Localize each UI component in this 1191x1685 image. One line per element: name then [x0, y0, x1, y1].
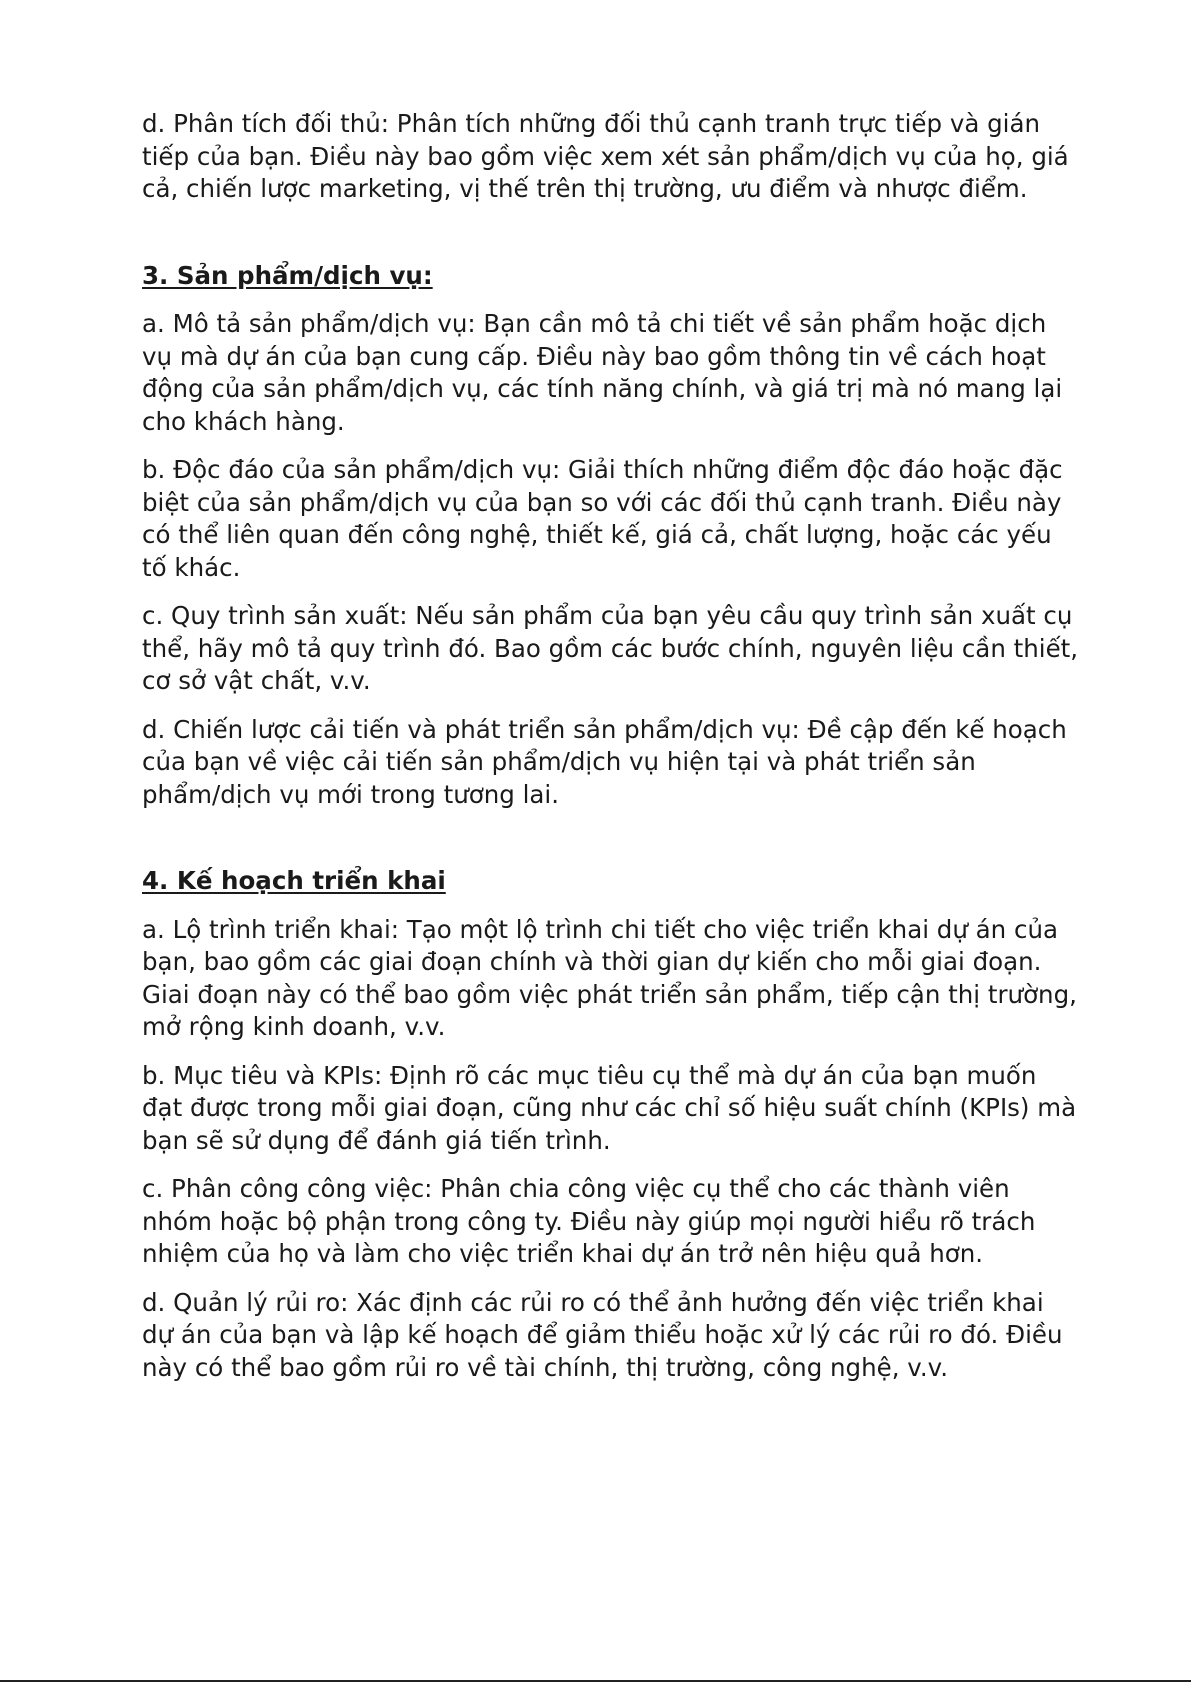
section-3-heading: 3. Sản phẩm/dịch vụ:: [142, 260, 433, 290]
section-3-paragraph-a: a. Mô tả sản phẩm/dịch vụ: Bạn cần mô tả chi tiết về sản phẩm hoặc dịch vụ mà dự án của bạn cung cấp. Điều này bao gồm thông tin về cách hoạt động của sản phẩm/dịch vụ, các tính năng chính, và giá trị mà nó mang lại cho khách hàng.: [142, 309, 1063, 436]
section-3-paragraph-c: c. Quy trình sản xuất: Nếu sản phẩm của bạn yêu cầu quy trình sản xuất cụ thể, hãy mô tả quy trình đó. Bao gồm các bước chính, nguyên liệu cần thiết, cơ sở vật chất, v.v.: [142, 601, 1079, 695]
document-body: [142, 108, 1082, 1400]
section-4-paragraph-d: d. Quản lý rủi ro: Xác định các rủi ro có thể ảnh hưởng đến việc triển khai dự án của bạn và lập kế hoạch để giảm thiểu hoặc xử lý các rủi ro đó. Điều này có thể bao gồm rủi ro về tài chính, thị trường, công nghệ, v.v.: [142, 1287, 1063, 1382]
section-4-paragraph-a: a. Lộ trình triển khai: Tạo một lộ trình chi tiết cho việc triển khai dự án của bạn, bao gồm các giai đoạn chính và thời gian dự kiến cho mỗi giai đoạn. Giai đoạn này có thể bao gồm việc phát triển sản phẩm, tiếp cận thị trường, mở rộng kinh doanh, v.v.: [142, 914, 1077, 1041]
competitor-analysis-paragraph: d. Phân tích đối thủ: Phân tích những đối thủ cạnh tranh trực tiếp và gián tiếp của bạn. Điều này bao gồm việc xem xét sản phẩm/dịch vụ của họ, giá cả, chiến lược marketing, vị thế trên thị trường, ưu điểm và nhược điểm.: [142, 109, 1069, 203]
section-3-paragraph-b: b. Độc đáo của sản phẩm/dịch vụ: Giải thích những điểm độc đáo hoặc đặc biệt của sản phẩm/dịch vụ của bạn so với các đối thủ cạnh tranh. Điều này có thể liên quan đến công nghệ, thiết kế, giá cả, chất lượng, hoặc các yếu tố khác.: [142, 455, 1063, 582]
section-3-paragraph-d: d. Chiến lược cải tiến và phát triển sản phẩm/dịch vụ: Đề cập đến kế hoạch của bạn về việc cải tiến sản phẩm/dịch vụ hiện tại và phát triển sản phẩm/dịch vụ mới trong tương lai.: [142, 714, 1067, 809]
section-4-paragraph-b: b. Mục tiêu và KPIs: Định rõ các mục tiêu cụ thể mà dự án của bạn muốn đạt được trong mỗi giai đoạn, cũng như các chỉ số hiệu suất chính (KPIs) mà bạn sẽ sử dụng để đánh giá tiến trình.: [142, 1060, 1077, 1155]
page-bottom-divider: [0, 1680, 1191, 1682]
section-spacer: [142, 222, 1082, 260]
section-spacer: [142, 827, 1082, 865]
section-4-paragraph-c: c. Phân công công việc: Phân chia công việc cụ thể cho các thành viên nhóm hoặc bộ phận trong công ty. Điều này giúp mọi người hiểu rõ trách nhiệm của họ và làm cho việc triển khai dự án trở nên hiệu quả hơn.: [142, 1174, 1036, 1268]
section-4-heading: 4. Kế hoạch triển khai: [142, 866, 446, 895]
